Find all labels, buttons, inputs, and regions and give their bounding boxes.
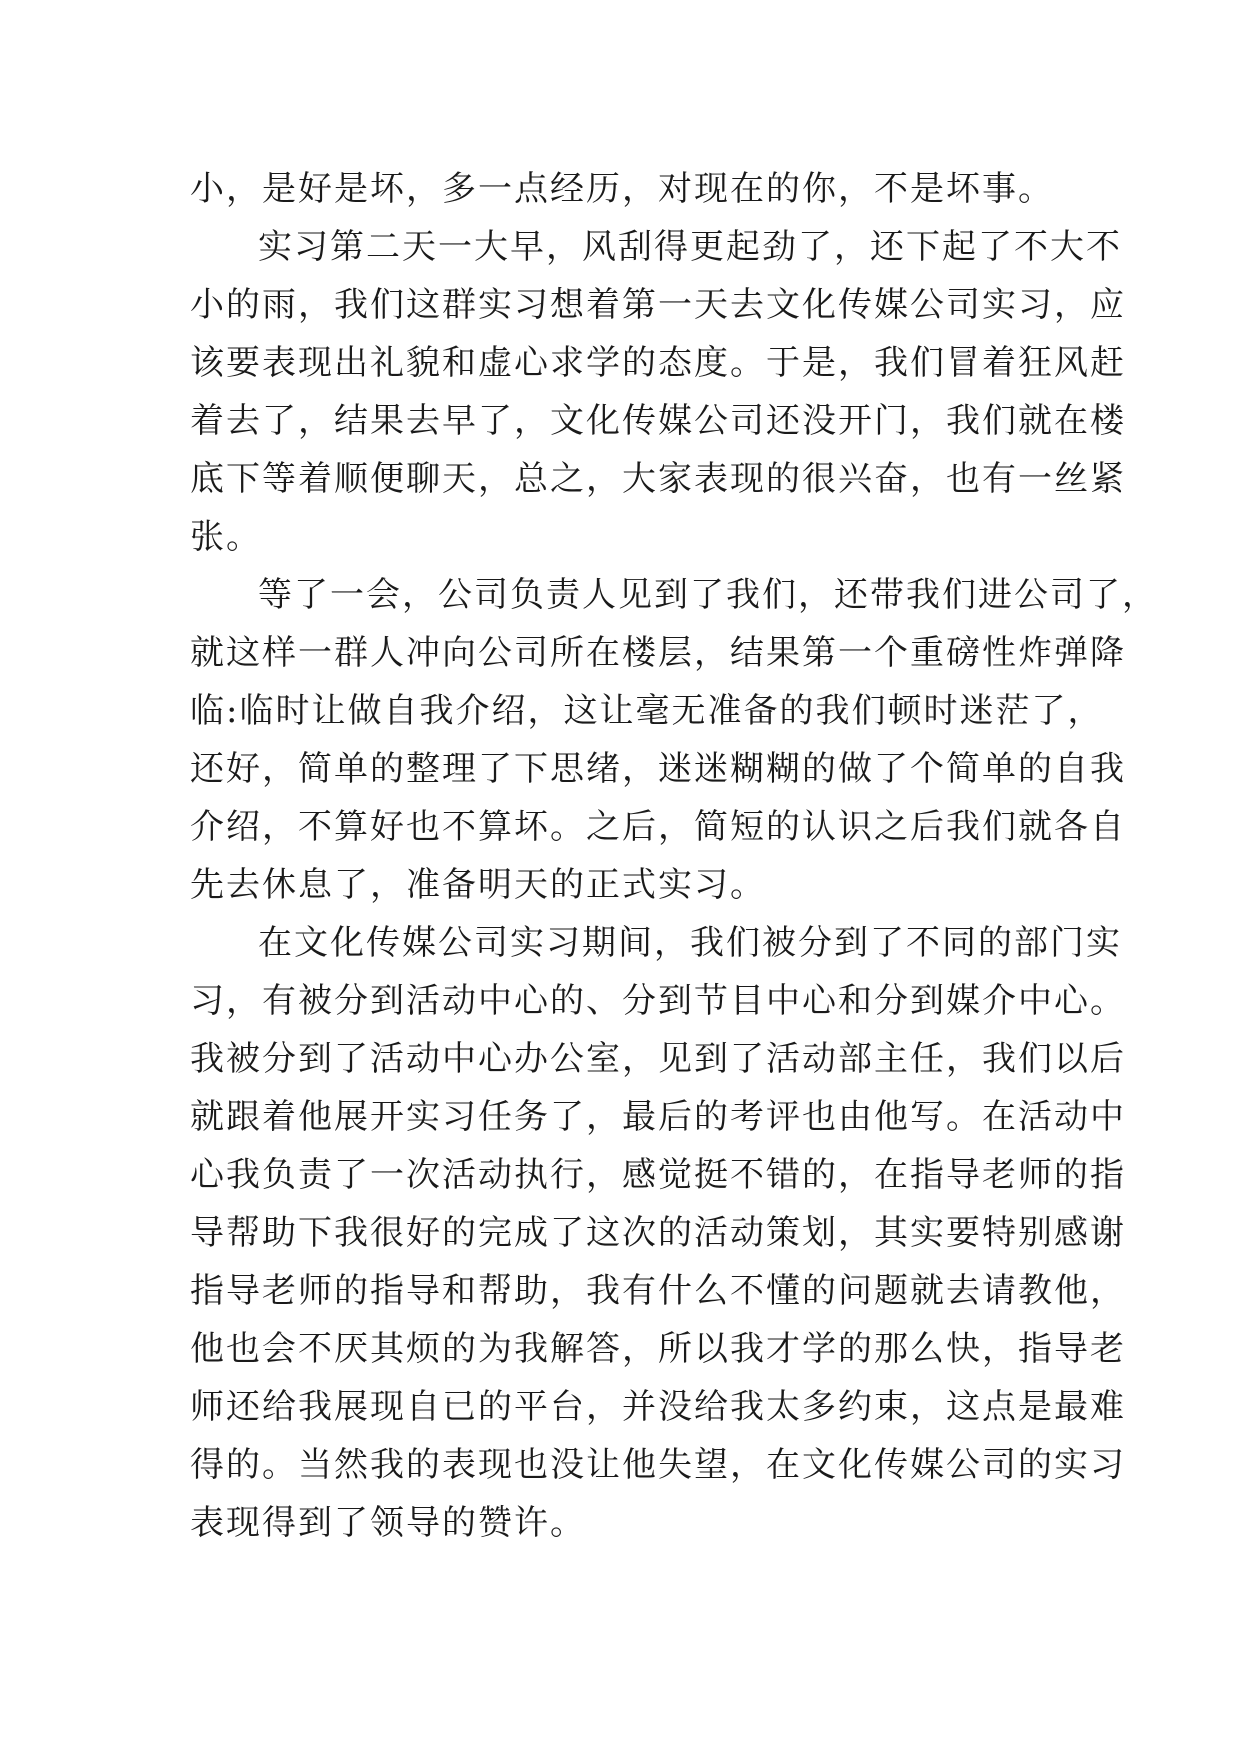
text-line: 指导老师的指导和帮助，我有什么不懂的问题就去请教他， xyxy=(190,1271,1126,1311)
text-line: 我被分到了活动中心办公室，见到了活动部主任，我们以后 xyxy=(190,1039,1126,1079)
text-line: 先去休息了，准备明天的正式实习。 xyxy=(190,865,766,905)
text-line: 习，有被分到活动中心的、分到节目中心和分到媒介中心。 xyxy=(190,981,1126,1021)
text-line-paragraph-start: 实习第二天一大早，风刮得更起劲了，还下起了不大不 xyxy=(258,227,1122,267)
text-line: 就这样一群人冲向公司所在楼层，结果第一个重磅性炸弹降 xyxy=(190,633,1126,673)
text-line: 小，是好是坏，多一点经历，对现在的你，不是坏事。 xyxy=(190,169,1054,209)
text-line: 着去了，结果去早了，文化传媒公司还没开门，我们就在楼 xyxy=(190,401,1126,441)
text-line-paragraph-start: 在文化传媒公司实习期间，我们被分到了不同的部门实 xyxy=(258,923,1122,963)
text-line-paragraph-start: 等了一会，公司负责人见到了我们，还带我们进公司了， xyxy=(258,575,1158,615)
text-line: 临:临时让做自我介绍，这让毫无准备的我们顿时迷茫了， xyxy=(190,691,1104,731)
text-line: 得的。当然我的表现也没让他失望，在文化传媒公司的实习 xyxy=(190,1445,1126,1485)
text-line: 小的雨，我们这群实习想着第一天去文化传媒公司实习，应 xyxy=(190,285,1126,325)
text-line: 师还给我展现自已的平台，并没给我太多约束，这点是最难 xyxy=(190,1387,1126,1427)
text-line: 该要表现出礼貌和虚心求学的态度。于是，我们冒着狂风赶 xyxy=(190,343,1126,383)
text-line: 心我负责了一次活动执行，感觉挺不错的，在指导老师的指 xyxy=(190,1155,1126,1195)
text-line: 介绍，不算好也不算坏。之后，简短的认识之后我们就各自 xyxy=(190,807,1126,847)
text-line: 张。 xyxy=(190,517,262,557)
text-line: 表现得到了领导的赞许。 xyxy=(190,1503,586,1543)
text-line: 他也会不厌其烦的为我解答，所以我才学的那么快，指导老 xyxy=(190,1329,1126,1369)
body-text xyxy=(190,160,1158,1552)
text-line: 导帮助下我很好的完成了这次的活动策划，其实要特别感谢 xyxy=(190,1213,1126,1253)
text-line: 底下等着顺便聊天，总之，大家表现的很兴奋，也有一丝紧 xyxy=(190,459,1126,499)
text-line: 就跟着他展开实习任务了，最后的考评也由他写。在活动中 xyxy=(190,1097,1126,1137)
text-line: 还好，简单的整理了下思绪，迷迷糊糊的做了个简单的自我 xyxy=(190,749,1126,789)
